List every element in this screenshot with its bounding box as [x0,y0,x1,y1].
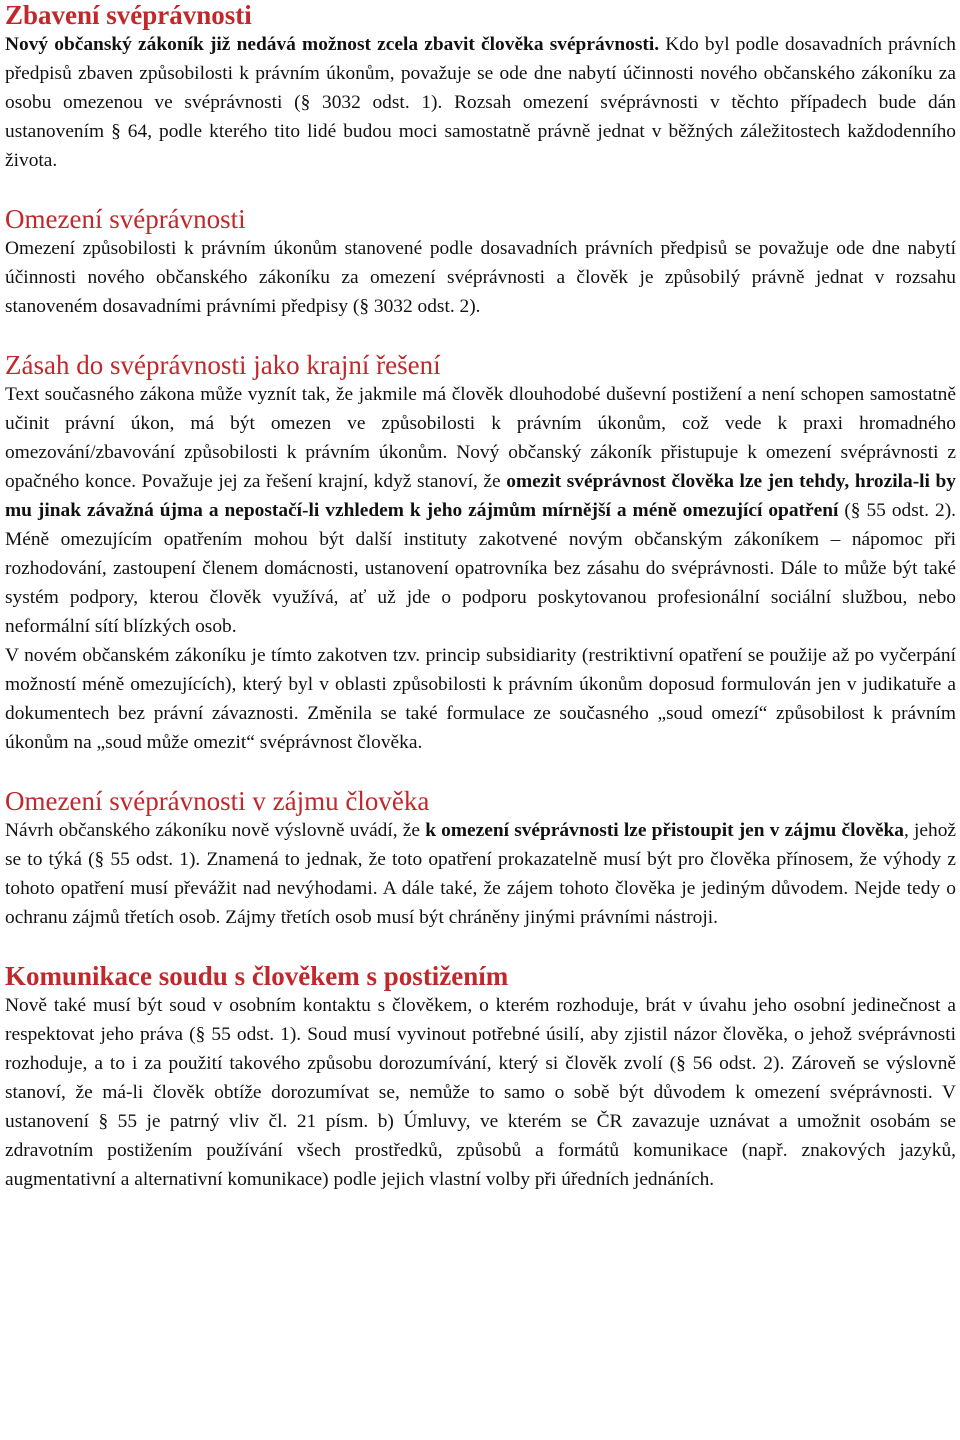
section-paragraph [5,234,956,321]
section-heading: Omezení svéprávnosti [5,204,246,234]
section-paragraph [5,641,956,757]
section-v-zajmu [5,786,956,932]
text-run: Návrh občanského zákoníku nově výslovně uvádí, že [5,820,426,841]
section-paragraph [5,991,956,1194]
text-run: Text současného zákona může vyznít tak, že jakmile má člověk dlouhodobé duševní postižení a není schopen samostatně učinit právní úkon, má být omezen ve způsobilosti k právním úkonům, což vede k praxi hromadného omezování/zbavování způsobilosti k právním úkonům. Nový občanský zákoník přistupuje k omezení svéprávnosti z opačného konce. Považuje jej za řešení krajní, když stanoví, že [5,384,956,492]
bold-run: Nový občanský zákoník již nedává možnost zcela zbavit člověka svéprávnosti. [5,34,660,55]
section-paragraph [5,30,956,175]
section-heading: Zbavení svéprávnosti [5,0,252,30]
bold-run: k omezení svéprávnosti lze přistoupit jen v zájmu člověka [425,820,904,841]
section-paragraph [5,816,956,932]
section-zbaveni [5,0,956,175]
text-run: Nově také musí být soud v osobním kontaktu s člověkem, o kterém rozhoduje, brát v úvahu jeho osobní jedinečnost a respektovat jeho práva (§ 55 odst. 1). Soud musí vyvinout potřebné úsilí, aby zjistil názor člověka, o jehož svéprávnosti rozhoduje, a to i za použití takového způsobu dorozumívání, který si člověk zvolí (§ 56 odst. 2). Zároveň se výslovně stanoví, že má-li člověk obtíže dorozumívat se, nemůže to samo o sobě být důvodem k omezení svéprávnosti. V ustanovení § 55 je patrný vliv čl. 21 písm. b) Úmluvy, ve kterém se ČR zavazuje uznávat a umožnit osobám se zdravotním postižením používání všech prostředků, způsobů a formátů komunikace (např. znakových jazyků, augmentativní a alternativní komunikace) podle jejich vlastní volby při úředních jednáních. [5,995,956,1190]
text-run: , jehož se to týká (§ 55 odst. 1). Znamená to jednak, že toto opatření prokazatelně musí být pro člověka přínosem, že výhody z tohoto opatření musí převážit nad nevýhodami. A dále také, že zájem tohoto člověka je jediným důvodem. Nejde tedy o ochranu zájmů třetích osob. Zájmy třetích osob musí být chráněny jinými právními nástroji. [5,820,957,928]
section-komunikace [5,961,956,1194]
section-heading: Zásah do svéprávnosti jako krajní řešení [5,350,441,380]
text-run: Kdo byl podle dosavadních právních předpisů zbaven způsobilosti k právním úkonům, považuje se ode dne nabytí účinnosti nového občanského zákoníku za osobu omezenou ve svéprávnosti (§ 3032 odst. 1). Rozsah omezení svéprávnosti v těchto případech bude dán ustanovením § 64, podle kterého tito lidé budou moci samostatně právně jednat v běžných záležitostech každodenního života. [5,34,956,171]
section-zasah [5,350,956,757]
bold-run: omezit svéprávnost člověka lze jen tehdy, hrozila-li by mu jinak závažná újma a nepostačí-li vzhledem k jeho zájmům mírnější a méně omezující opatření [5,471,957,521]
text-run: V novém občanském zákoníku je tímto zakotven tzv. princip subsidiarity (restriktivní opatření se použije až po vyčerpání možností méně omezujících), který byl v oblasti způsobilosti k právním úkonům doposud formulován jen v judikatuře a dokumentech bez právní závaznosti. Změnila se také formulace ze současného „soud omezí“ způsobilost k právním úkonům na „soud může omezit“ svéprávnost člověka. [5,645,956,753]
section-paragraph [5,380,956,641]
text-run: Omezení způsobilosti k právním úkonům stanovené podle dosavadních právních předpisů se považuje ode dne nabytí účinnosti nového občanského zákoníku za omezení svéprávnosti a člověk je způsobilý právně jednat v rozsahu stanoveném dosavadními právními předpisy (§ 3032 odst. 2). [5,238,956,317]
section-omezeni [5,204,956,321]
section-heading: Omezení svéprávnosti v zájmu člověka [5,786,430,816]
section-heading: Komunikace soudu s člověkem s postižením [5,961,509,991]
text-run: (§ 55 odst. 2). Méně omezujícím opatřením mohou být další instituty zakotvené novým občanským zákoníkem – nápomoc při rozhodování, zastoupení členem domácnosti, ustanovení opatrovníka bez zásahu do svéprávnosti. Dále to může být také systém podpory, kterou člověk využívá, ať už jde o podporu poskytovanou profesionální sociální službou, nebo neformální sítí blízkých osob. [5,500,957,637]
